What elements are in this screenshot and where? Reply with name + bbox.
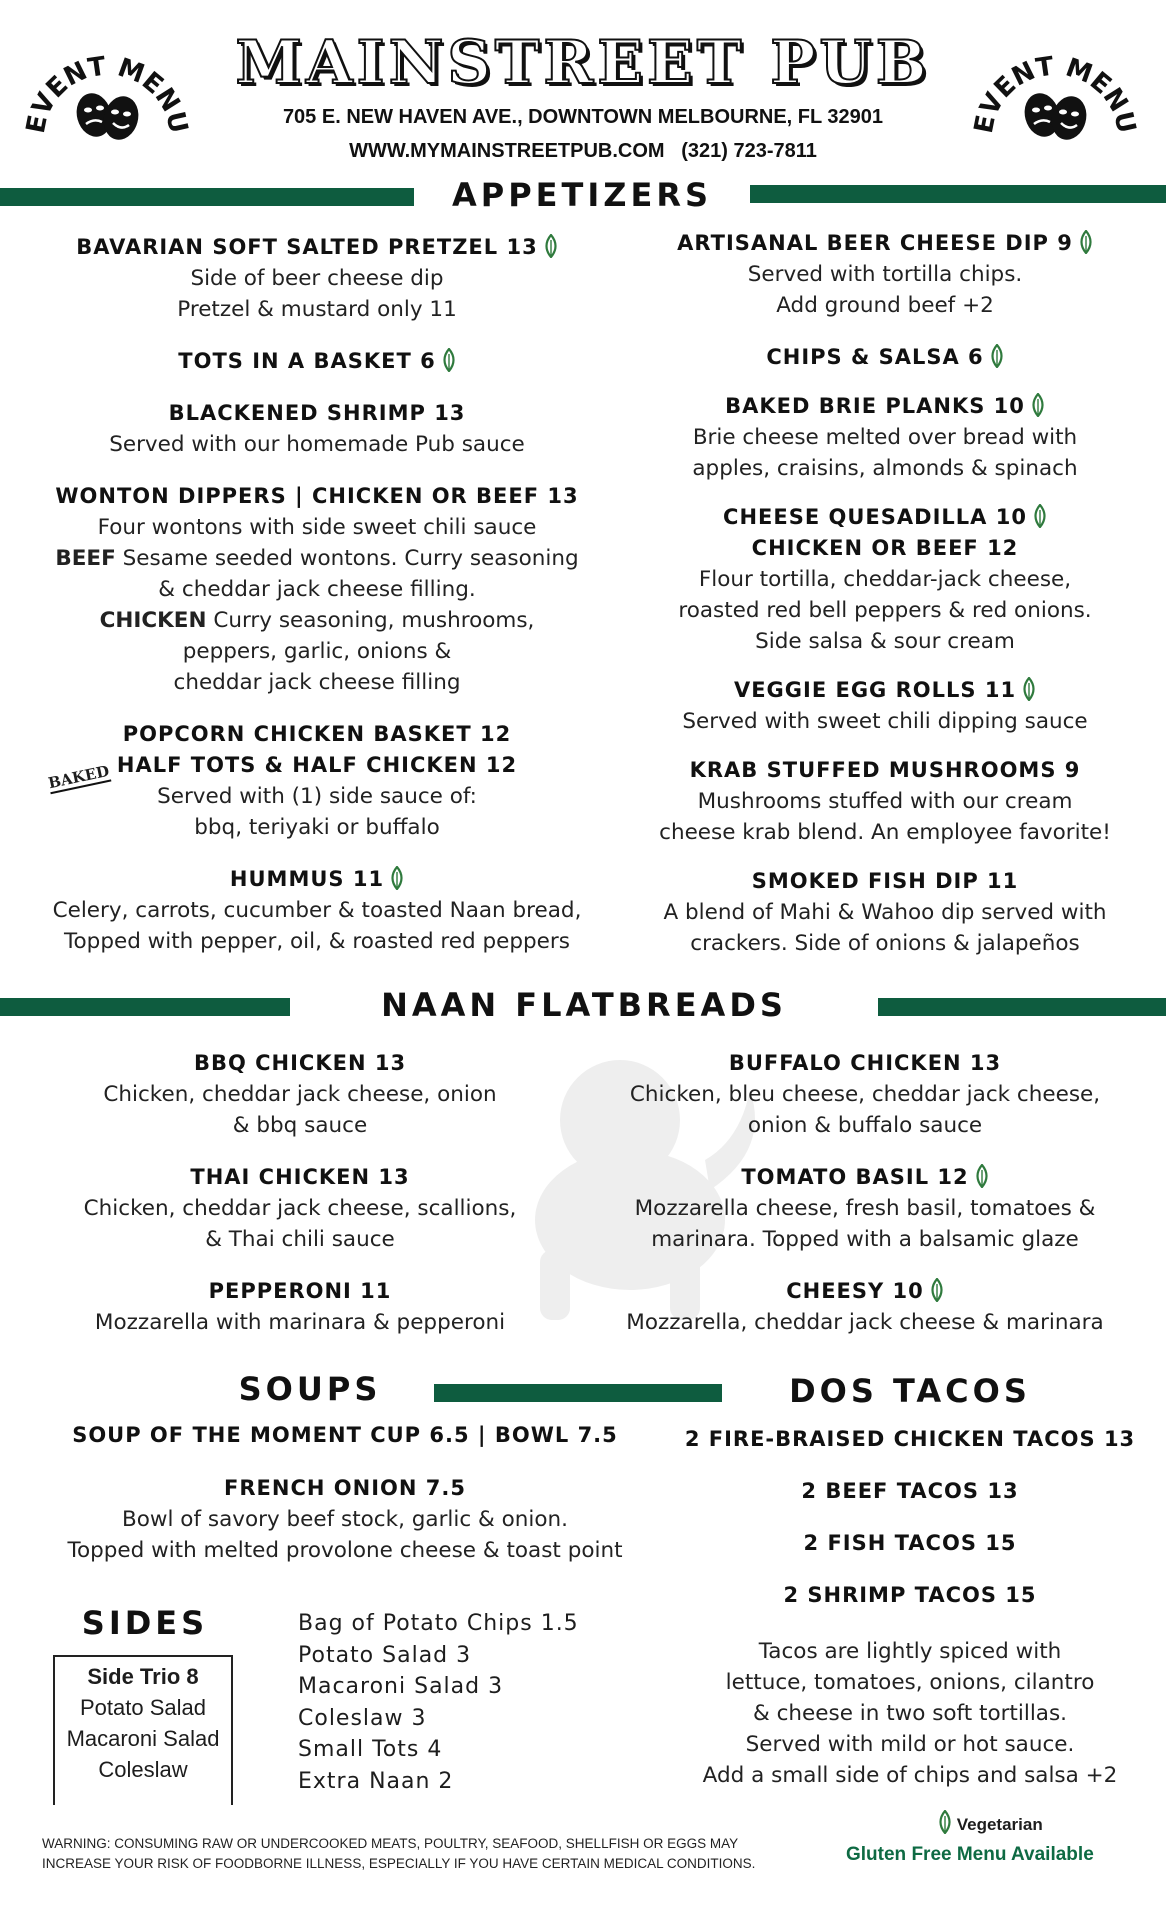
theater-masks-icon: [1020, 89, 1091, 143]
item-name: [40, 1162, 560, 1193]
flatbreads-right-column: [600, 1048, 1130, 1358]
item-description: & bbq sauce: [232, 1113, 368, 1138]
menu-item: [660, 1476, 1160, 1507]
item-name: [30, 1473, 660, 1504]
menu-item: [22, 232, 612, 325]
vegetarian-leaf-icon: [1033, 504, 1047, 528]
side-item: Extra Naan 2: [298, 1768, 454, 1794]
item-name: [620, 533, 1150, 564]
flatbreads-heading: NAAN FLATBREADS: [381, 986, 787, 1024]
item-name-text: 2 SHRIMP TACOS 15: [783, 1583, 1037, 1607]
event-menu-badge-right: [970, 30, 1140, 150]
menu-item: [620, 342, 1150, 373]
item-name: [22, 398, 612, 429]
side-item: Potato Salad 3: [298, 1642, 472, 1668]
item-description: onion & buffalo sauce: [747, 1113, 983, 1138]
wonton-beef-label: BEEF: [55, 546, 116, 571]
item-description: cheese krab blend. An employee favorite!: [659, 820, 1111, 845]
vegetarian-leaf-icon: [442, 348, 456, 372]
menu-item: [40, 1048, 560, 1141]
menu-item: [600, 1162, 1130, 1255]
item-name: [620, 866, 1150, 897]
item-name-text: BAKED BRIE PLANKS 10: [725, 394, 1025, 418]
item-name-text: 2 FISH TACOS 15: [803, 1531, 1017, 1555]
menu-item: [620, 755, 1150, 848]
item-name: [620, 502, 1150, 533]
leaf-icon: [938, 1810, 952, 1834]
menu-item: [22, 719, 612, 750]
side-item: Macaroni Salad 3: [298, 1674, 504, 1699]
wonton-beef-desc: Sesame seeded wontons. Curry seasoning: [115, 546, 579, 571]
item-name-text: BLACKENED SHRIMP 13: [168, 401, 466, 425]
soups-heading: SOUPS: [238, 1370, 382, 1408]
item-description: Mozzarella, cheddar jack cheese & marinara: [626, 1310, 1104, 1335]
item-name: [620, 342, 1150, 373]
badge-text: EVENT MENU: [970, 51, 1140, 137]
item-name: [620, 755, 1150, 786]
side-item: Small Tots 4: [298, 1737, 443, 1762]
item-name-text: POPCORN CHICKEN BASKET 12: [122, 722, 512, 746]
item-name: [22, 864, 612, 895]
menu-item: [620, 228, 1150, 321]
wonton-chicken-line: [22, 605, 612, 636]
menu-item: [620, 533, 1150, 657]
warning-line: WARNING: CONSUMING RAW OR UNDERCOOKED MEATS, POULTRY, SEAFOOD, SHELLFISH OR EGGS MAY: [42, 1836, 739, 1851]
menu-item: [660, 1424, 1160, 1455]
menu-item: [40, 1276, 560, 1338]
menu-item: [40, 1162, 560, 1255]
item-description: Chicken, cheddar jack cheese, scallions,: [83, 1196, 517, 1221]
item-name-text: HALF TOTS & HALF CHICKEN 12: [116, 753, 518, 777]
menu-item: [600, 1048, 1130, 1141]
section-divider: [434, 1384, 722, 1402]
tacos-note-line: Add a small side of chips and salsa +2: [702, 1763, 1118, 1788]
item-name-text: TOMATO BASIL 12: [741, 1165, 969, 1189]
item-name-text: SMOKED FISH DIP 11: [751, 869, 1019, 893]
wonton-beef-desc: & cheddar jack cheese filling.: [158, 577, 476, 602]
appetizers-left-column: [22, 232, 612, 977]
menu-item: [22, 864, 612, 957]
item-description: A blend of Mahi & Wahoo dip served with: [663, 900, 1107, 925]
tacos-note: [660, 1636, 1160, 1791]
menu-item: [620, 391, 1150, 484]
item-description: Topped with melted provolone cheese & toast point: [67, 1538, 623, 1563]
item-name: [620, 391, 1150, 422]
wonton-chicken-desc: Curry seasoning, mushrooms,: [206, 608, 535, 633]
menu-item: [22, 481, 612, 698]
item-description: bbq, teriyaki or buffalo: [194, 815, 440, 840]
menu-item: [22, 398, 612, 460]
item-name-text: ARTISANAL BEER CHEESE DIP 9: [677, 231, 1073, 255]
item-description: Mushrooms stuffed with our cream: [697, 789, 1073, 814]
item-description: Side salsa & sour cream: [755, 629, 1015, 654]
item-name-text: CHIPS & SALSA 6: [766, 345, 984, 369]
item-name-text: VEGGIE EGG ROLLS 11: [733, 678, 1017, 702]
item-description: Topped with pepper, oil, & roasted red peppers: [64, 929, 570, 954]
item-description: Add ground beef +2: [776, 293, 994, 318]
item-name-text: BAVARIAN SOFT SALTED PRETZEL 13: [76, 235, 538, 259]
item-description: Pretzel & mustard only 11: [177, 297, 457, 322]
section-divider: [750, 185, 1166, 203]
item-name-text: PEPPERONI 11: [208, 1279, 392, 1303]
item-name-text: 2 BEEF TACOS 13: [801, 1479, 1019, 1503]
side-trio-item: Macaroni Salad: [66, 1726, 220, 1751]
item-name: [40, 1276, 560, 1307]
vegetarian-leaf-icon: [1022, 677, 1036, 701]
item-description: Served with tortilla chips.: [747, 262, 1023, 287]
vegetarian-leaf-icon: [990, 344, 1004, 368]
menu-item: [22, 750, 612, 843]
item-name: [30, 1420, 660, 1451]
vegetarian-leaf-icon: [1031, 393, 1045, 417]
item-description: Side of beer cheese dip: [190, 266, 444, 291]
item-name-text: TOTS IN A BASKET 6: [178, 349, 436, 373]
side-item: Coleslaw 3: [298, 1705, 427, 1731]
vegetarian-leaf-icon: [930, 1278, 944, 1302]
tacos-note-line: Tacos are lightly spiced with: [758, 1639, 1062, 1664]
item-name-text: CHICKEN OR BEEF 12: [751, 536, 1019, 560]
item-name: [620, 228, 1150, 259]
item-name: [660, 1580, 1160, 1611]
sides-list: [298, 1608, 579, 1797]
item-name: [600, 1162, 1130, 1193]
item-description: Mozzarella cheese, fresh basil, tomatoes &: [634, 1196, 1096, 1221]
item-description: Brie cheese melted over bread with: [692, 425, 1078, 450]
item-name-text: WONTON DIPPERS | CHICKEN OR BEEF 13: [55, 484, 579, 508]
item-name-text: 2 FIRE-BRAISED CHICKEN TACOS 13: [684, 1427, 1136, 1451]
section-divider: [0, 188, 414, 206]
gluten-free-note: Gluten Free Menu Available: [846, 1844, 1094, 1865]
menu-item: [22, 346, 612, 377]
item-name: [22, 481, 612, 512]
appetizers-heading: APPETIZERS: [451, 176, 712, 214]
item-description: roasted red bell peppers & red onions.: [678, 598, 1092, 623]
item-name: [40, 1048, 560, 1079]
side-trio-item: Coleslaw: [98, 1757, 188, 1782]
flatbreads-left-column: [40, 1048, 560, 1358]
soups-list: [30, 1420, 660, 1586]
wonton-beef-line: [22, 543, 612, 574]
address: 705 E. NEW HAVEN AVE., DOWNTOWN MELBOURNE, FL 32901: [282, 106, 884, 128]
menu-item: [660, 1580, 1160, 1611]
item-name: [22, 719, 612, 750]
item-name: [600, 1276, 1130, 1307]
item-name-text: KRAB STUFFED MUSHROOMS 9: [689, 758, 1081, 782]
appetizers-right-column: [620, 228, 1150, 979]
item-name: [600, 1048, 1130, 1079]
wonton-chicken-desc: peppers, garlic, onions &: [182, 639, 452, 664]
item-name-text: FRENCH ONION 7.5: [224, 1476, 466, 1500]
pub-title: MAINSTREET PUB: [235, 28, 931, 98]
item-description: Bowl of savory beef stock, garlic & onion.: [122, 1507, 568, 1532]
item-name-text: HUMMUS 11: [229, 867, 385, 891]
side-trio-box: [53, 1655, 233, 1805]
tacos-note-line: Served with mild or hot sauce.: [745, 1732, 1075, 1757]
wonton-chicken-desc: cheddar jack cheese filling: [173, 670, 461, 695]
vegetarian-leaf-icon: [390, 866, 404, 890]
vegetarian-leaf-icon: [544, 234, 558, 258]
baked-stamp: BAKED: [46, 761, 111, 793]
menu-item: [660, 1528, 1160, 1559]
item-description: Chicken, cheddar jack cheese, onion: [103, 1082, 497, 1107]
item-description: Flour tortilla, cheddar-jack cheese,: [698, 567, 1072, 592]
item-name-text: CHEESE QUESADILLA 10: [723, 505, 1027, 529]
item-name-text: SOUP OF THE MOMENT CUP 6.5 | BOWL 7.5: [72, 1423, 618, 1447]
vegetarian-leaf-icon: [975, 1164, 989, 1188]
vegetarian-leaf-icon: [1079, 230, 1093, 254]
menu-item: [620, 502, 1150, 533]
side-trio-title: Side Trio 8: [87, 1664, 199, 1689]
item-name-text: CHEESY 10: [786, 1279, 924, 1303]
tacos-note-line: lettuce, tomatoes, onions, cilantro: [725, 1670, 1095, 1695]
warning-line: INCREASE YOUR RISK OF FOODBORNE ILLNESS, ESPECIALLY IF YOU HAVE CERTAIN MEDICAL CONDITIONS.: [42, 1856, 756, 1871]
menu-item: [620, 675, 1150, 737]
menu-item: [30, 1473, 660, 1566]
item-description: Four wontons with side sweet chili sauce: [97, 515, 537, 540]
item-description: Mozzarella with marinara & pepperoni: [94, 1310, 506, 1335]
tacos-heading: DOS TACOS: [789, 1372, 1031, 1410]
item-description: Chicken, bleu cheese, cheddar jack cheese,: [629, 1082, 1101, 1107]
side-trio-item: Potato Salad: [80, 1695, 206, 1720]
section-divider: [878, 998, 1166, 1016]
item-description: & Thai chili sauce: [205, 1227, 395, 1252]
item-name: [660, 1476, 1160, 1507]
item-name-text: BBQ CHICKEN 13: [193, 1051, 407, 1075]
item-description: crackers. Side of onions & jalapeños: [690, 931, 1080, 956]
item-name: [22, 346, 612, 377]
menu-item: [620, 866, 1150, 959]
item-name: [660, 1424, 1160, 1455]
food-safety-warning: [42, 1834, 755, 1874]
item-description: apples, craisins, almonds & spinach: [692, 456, 1078, 481]
tacos-list: [660, 1424, 1160, 1611]
theater-masks-icon: [72, 89, 143, 143]
section-divider: [0, 998, 290, 1016]
item-name: [22, 750, 612, 781]
item-description: Served with (1) side sauce of:: [157, 784, 477, 809]
item-description: marinara. Topped with a balsamic glaze: [651, 1227, 1079, 1252]
item-name: [22, 232, 612, 263]
item-name: [620, 675, 1150, 706]
item-name-text: THAI CHICKEN 13: [190, 1165, 410, 1189]
sides-heading: SIDES: [81, 1604, 209, 1642]
contact-line: WWW.MYMAINSTREETPUB.COM (321) 723-7811: [349, 140, 817, 162]
event-menu-badge-left: [22, 30, 192, 150]
menu-item: [30, 1420, 660, 1451]
vegetarian-legend: [932, 1810, 1043, 1835]
vegetarian-label: Vegetarian: [956, 1815, 1043, 1834]
item-name: [660, 1528, 1160, 1559]
badge-text: EVENT MENU: [22, 51, 192, 137]
item-description: Celery, carrots, cucumber & toasted Naan bread,: [52, 898, 582, 923]
menu-item: [600, 1276, 1130, 1338]
side-item: Bag of Potato Chips 1.5: [298, 1611, 579, 1636]
item-description: Served with our homemade Pub sauce: [109, 432, 525, 457]
wonton-chicken-label: CHICKEN: [99, 608, 207, 633]
item-description: Served with sweet chili dipping sauce: [682, 709, 1088, 734]
tacos-note-line: & cheese in two soft tortillas.: [753, 1701, 1067, 1726]
item-name-text: BUFFALO CHICKEN 13: [728, 1051, 1002, 1075]
